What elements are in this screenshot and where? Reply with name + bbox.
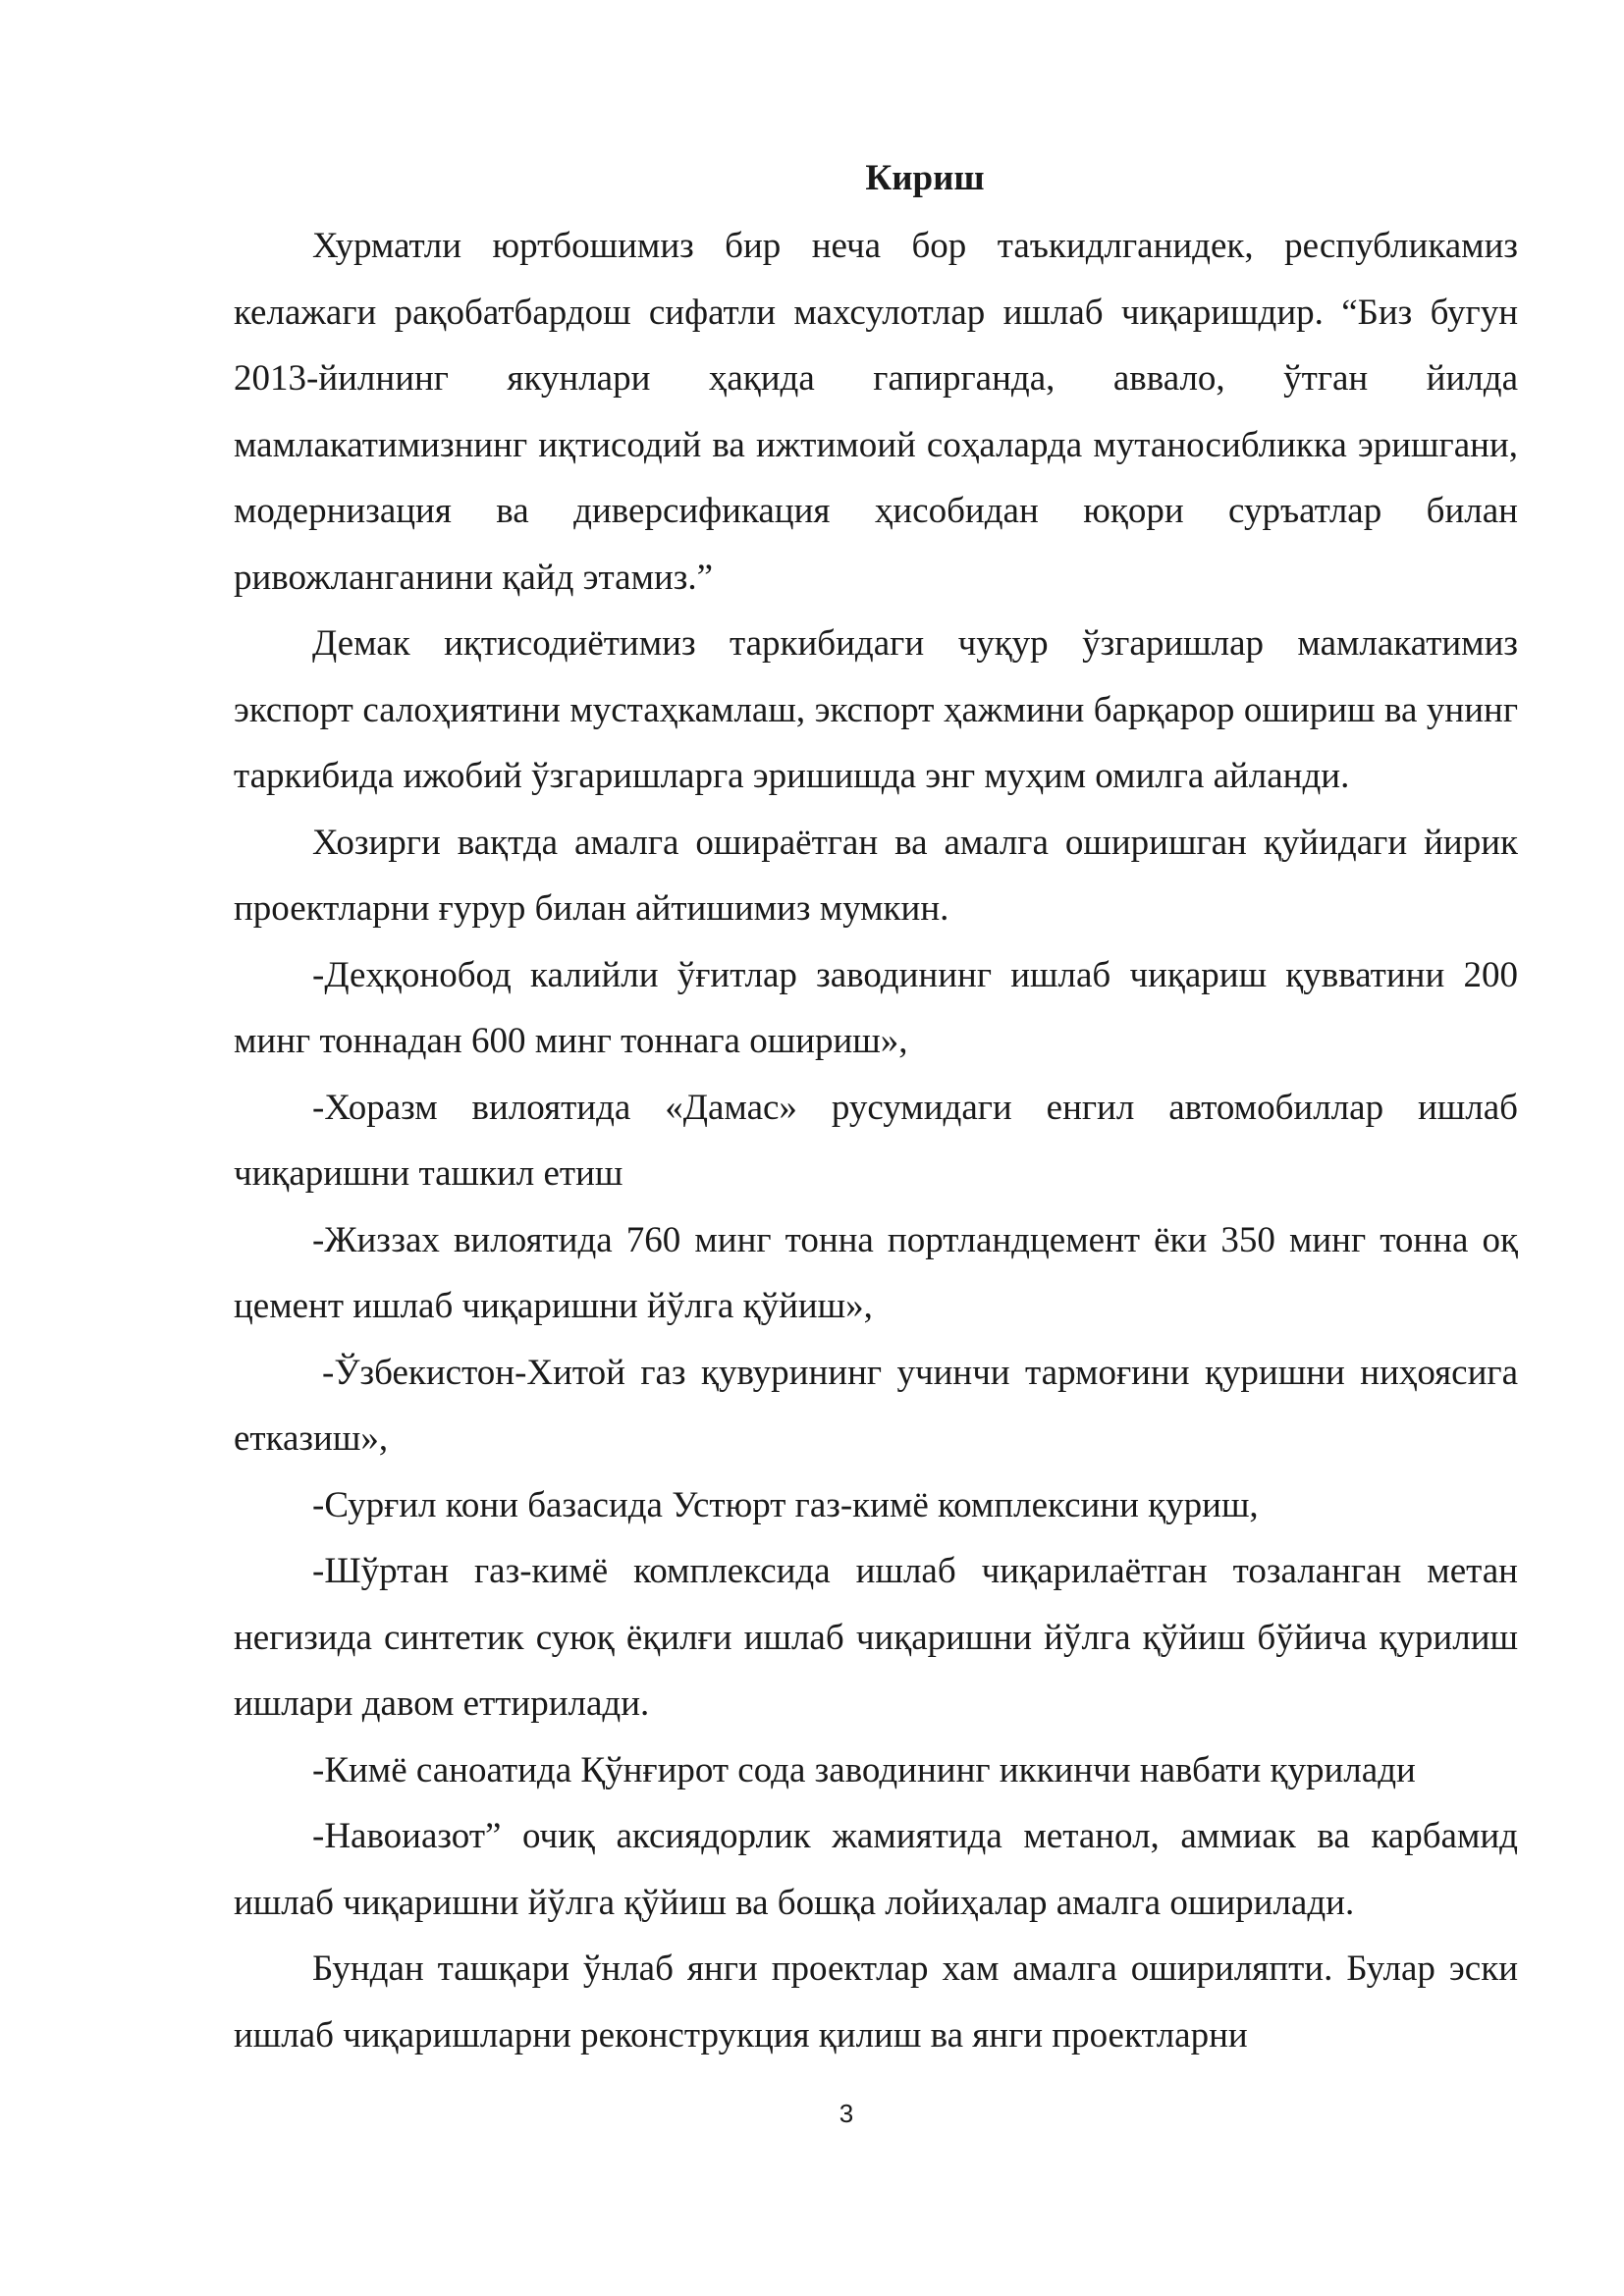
page-number: 3 — [839, 2099, 854, 2128]
list-item-surgil: -Сурғил кони базасида Устюрт газ-кимё комплексини қуриш, — [312, 1484, 1259, 1525]
list-item-dehkanabad: -Деҳқонобод калийли ўғитлар заводининг ишлаб чиқариш қувватини 200 минг тоннадан 600 минг тоннага ошириш», — [234, 954, 1518, 1061]
page-body — [234, 149, 1518, 2068]
list-item-kungrad: -Кимё саноатида Қўнғирот сода заводининг иккинчи навбати қурилади — [312, 1749, 1416, 1790]
list-item-khorezm: -Хоразм вилоятида «Дамас» русумидаги енгил автомобиллар ишлаб чиқаришни ташкил етиш — [234, 1087, 1518, 1194]
list-item-navoiazot: -Навоиазот” очиқ аксиядорлик жамиятида метанол, аммиак ва карбамид ишлаб чиқаришни йўлга қўйиш ва бошқа лойиҳалар амалга оширилади. — [234, 1816, 1518, 1923]
paragraph-projects-intro: Хозирги вақтда амалга ошираётган ва амалга оширишган қуйидаги йирик проектларни ғурур билан айтишимиз мумкин. — [234, 822, 1518, 929]
list-item-shurtan: -Шўртан газ-кимё комплексида ишлаб чиқарилаётган тозаланган метан негизида синтетик суюқ ёқилғи ишлаб чиқаришни йўлга қўйиш бўйича қурилиш ишлари давом еттирилади. — [234, 1551, 1518, 1724]
list-item-gas-pipeline: -Ўзбекистон-Хитой газ қувурининг учинчи тармоғини қуришни ниҳоясига етказиш», — [234, 1352, 1518, 1459]
page-heading: Кириш — [865, 158, 985, 198]
paragraph-conclusion: Бундан ташқари ўнлаб янги проектлар хам амалга ошириляпти. Булар эски ишлаб чиқаришларни реконструкция қилиш ва янги проектларни — [234, 1949, 1518, 2056]
list-item-jizzakh: -Жиззах вилоятида 760 минг тонна портландцемент ёки 350 минг тонна оқ цемент ишлаб чиқаришни йўлга қўйиш», — [234, 1219, 1518, 1326]
paragraph-economy: Демак иқтисодиётимиз таркибидаги чуқур ўзгаришлар мамлакатимиз экспорт салоҳиятини мустаҳкамлаш, экспорт ҳажмини барқарор ошириш ва унинг таркибида ижобий ўзгаришларга эришишда энг муҳим омилга айланди. — [234, 623, 1518, 796]
paragraph-introduction: Хурматли юртбошимиз бир неча бор таъкидлганидек, республикамиз келажаги рақобатбардош сифатли махсулотлар ишлаб чиқаришдир. “Биз бугун 2013-йилнинг якунлари ҳақида гапирганда, аввало, ўтган йилда мамлакатимизнинг иқтисодий ва ижтимоий соҳаларда мутаносибликка эришгани, модернизация ва диверсификация ҳисобидан юқори суръатлар билан ривожланганини қайд этамиз.” — [234, 226, 1518, 598]
